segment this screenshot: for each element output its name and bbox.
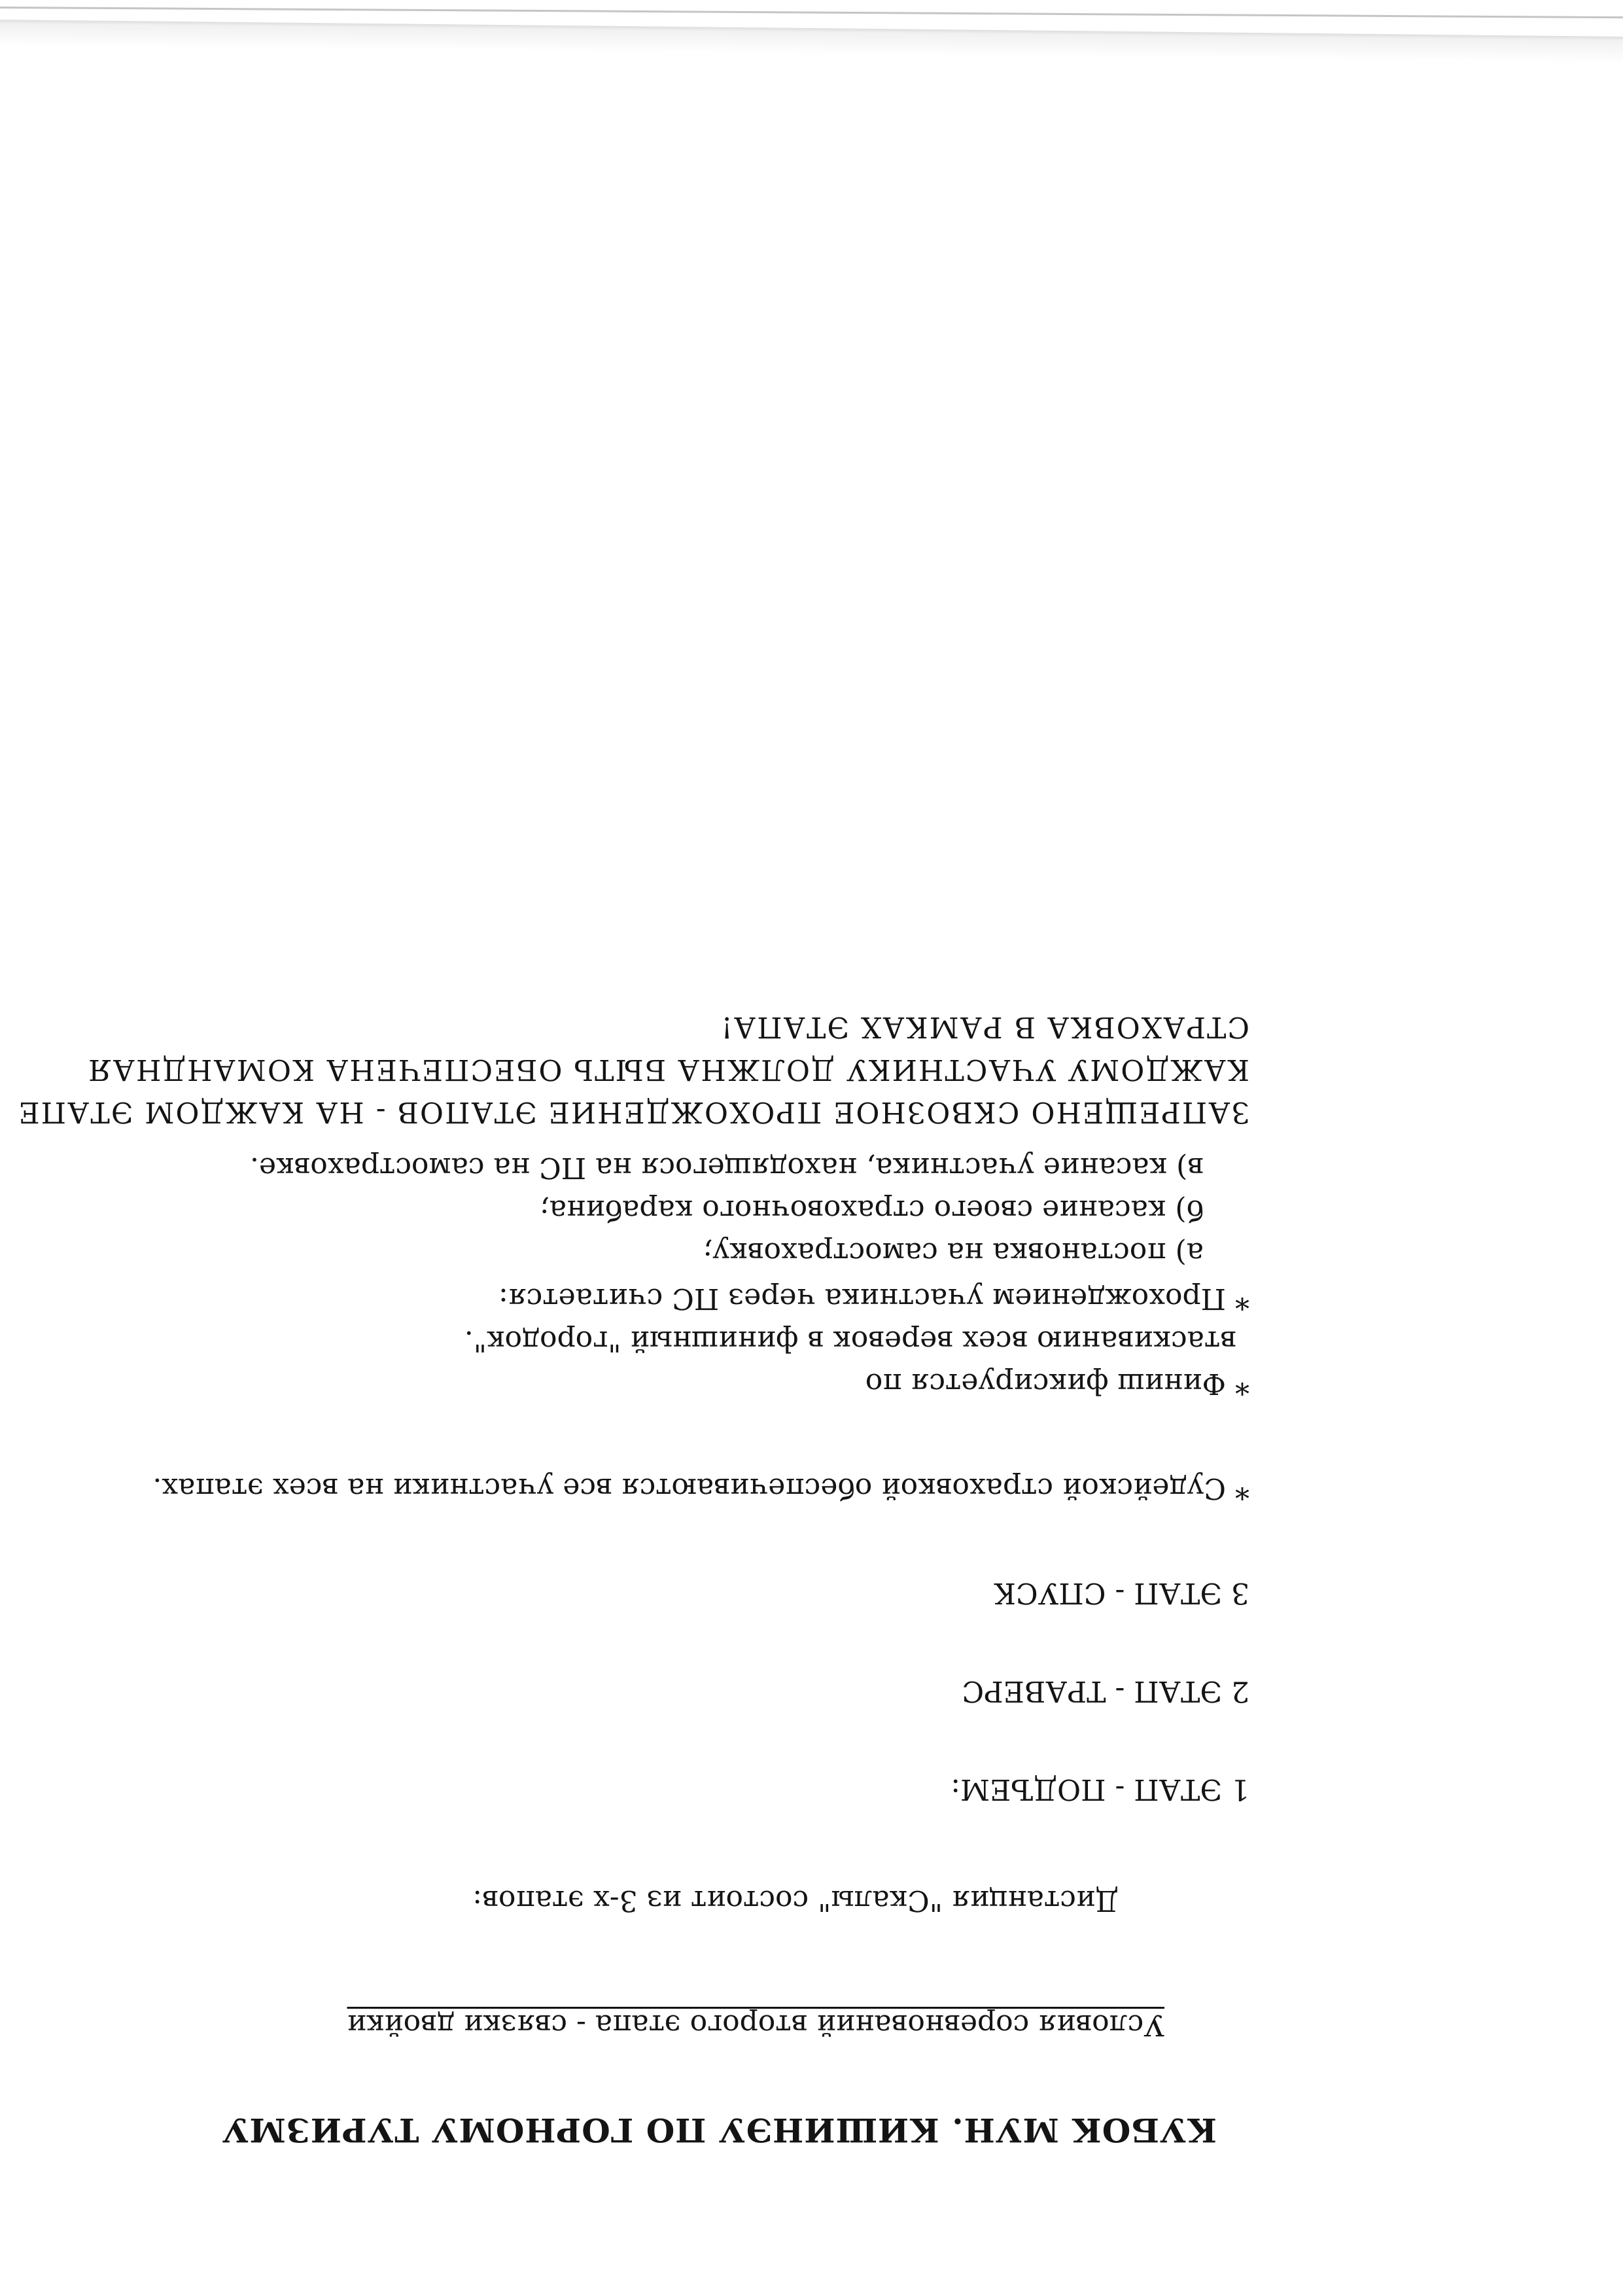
distance-intro: Дистанция "Скалы" состоит из 3-х этапов: — [472, 1884, 1119, 1917]
warning-line2: КАЖДОМУ УЧАСТНИКУ ДОЛЖНА БЫТЬ ОБЕСПЕЧЕНА КОМАНДНАЯ — [87, 1053, 1249, 1086]
document-content — [17, 998, 1413, 2149]
warning-line3: СТРАХОВКА В РАМКАХ ЭТАПА! — [720, 1010, 1249, 1044]
rule-safety: * Судейской страховкой обеспечиваются все участники на всех этапах. — [152, 1472, 1249, 1505]
rule-finish-line2: втаскиванию всех веревок в финишный "городок". — [464, 1324, 1236, 1358]
stage-3: 3 ЭТАП - СПУСК — [993, 1576, 1249, 1610]
document-subtitle: Условия соревнований второго этапа - связки двойки — [347, 2008, 1164, 2041]
rule-passage-b: б) касание своего страховочного карабина; — [539, 1193, 1204, 1227]
stage-1: 1 ЭТАП - ПОДЪЕМ: — [951, 1773, 1249, 1806]
rule-passage-c: в) касание участника, находящегося на ПС на самостраховке. — [249, 1151, 1204, 1184]
warning-line1: ЗАПРЕЩЕНО СКВОЗНОЕ ПРОХОЖДЕНИЕ ЭТАПОВ - НА КАЖДОМ ЭТАПЕ — [17, 1095, 1249, 1129]
rule-passage-title: * Прохождением участника через ПС считается: — [498, 1282, 1249, 1315]
document-title: КУБОК МУН. КИШИНЭУ ПО ГОРНОМУ ТУРИЗМУ — [221, 2111, 1217, 2149]
scan-shadow — [0, 20, 1623, 63]
rule-finish-line1: * Финиш фиксируется по — [865, 1367, 1249, 1400]
scan-edge-line — [0, 7, 1623, 18]
rule-passage-a: а) постановка на самостраховку; — [703, 1236, 1204, 1269]
stage-2: 2 ЭТАП - ТРАВЕРС — [962, 1674, 1249, 1708]
